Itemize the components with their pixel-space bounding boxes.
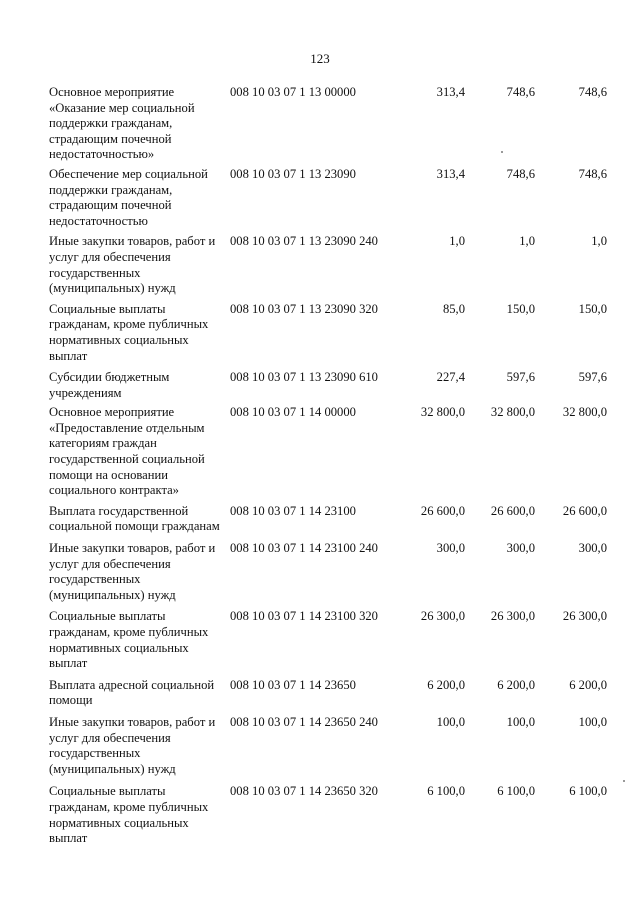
budget-table: [49, 85, 614, 847]
expense-name: Выплата адресной социальной помощи: [49, 677, 215, 708]
budget-code: 008 10 03 07 1 13 00000: [230, 85, 356, 99]
value-year-3: 100,0: [578, 714, 607, 729]
budget-code: 008 10 03 07 1 14 23100 320: [230, 609, 378, 624]
value-year-2: 300,0: [506, 541, 535, 556]
value-year-2: 150,0: [506, 301, 535, 316]
value-year-1: 6 200,0: [427, 677, 465, 692]
value-year-2: 748,6: [506, 166, 535, 181]
table-row: [49, 609, 614, 671]
page-number: 123: [310, 51, 330, 66]
value-year-1: 100,0: [436, 714, 465, 729]
expense-name: Субсидии бюджетным учреждениям: [49, 370, 170, 400]
table-row: [49, 85, 614, 163]
table-row: [49, 715, 614, 777]
value-year-2: 748,6: [506, 85, 535, 99]
value-year-2: 26 300,0: [490, 609, 535, 624]
value-year-1: 227,4: [436, 370, 465, 385]
expense-name: Обеспечение мер социальной поддержки гражданам, страдающим почечной недостаточностью: [49, 166, 208, 228]
value-year-1: 26 600,0: [420, 503, 465, 518]
value-year-3: 6 200,0: [569, 677, 607, 692]
expense-name: Иные закупки товаров, работ и услуг для обеспечения государственных (муниципальных) нужд: [49, 234, 216, 296]
table-row: [49, 370, 614, 401]
table-row: [49, 302, 614, 364]
value-year-1: 6 100,0: [427, 784, 465, 799]
value-year-2: 26 600,0: [490, 503, 535, 518]
expense-name: Социальные выплаты гражданам, кроме публичных нормативных социальных выплат: [49, 301, 209, 363]
expense-name: Иные закупки товаров, работ и услуг для обеспечения государственных (муниципальных) нужд: [49, 714, 216, 776]
table-row: [49, 678, 614, 709]
table-row: [49, 784, 614, 846]
budget-code: 008 10 03 07 1 14 23100: [230, 503, 356, 518]
budget-code: 008 10 03 07 1 14 23650 240: [230, 714, 378, 729]
table-row: [49, 167, 614, 229]
value-year-3: 748,6: [578, 85, 607, 99]
value-year-2: 1,0: [519, 234, 535, 249]
value-year-2: 597,6: [506, 370, 535, 385]
value-year-3: 6 100,0: [569, 784, 607, 799]
budget-code: 008 10 03 07 1 14 23650 320: [230, 784, 378, 799]
value-year-1: 313,4: [436, 85, 465, 99]
value-year-3: 26 300,0: [562, 609, 607, 624]
budget-code: 008 10 03 07 1 13 23090 320: [230, 301, 378, 316]
budget-code: 008 10 03 07 1 14 23650: [230, 677, 356, 692]
budget-code: 008 10 03 07 1 13 23090: [230, 166, 356, 181]
value-year-2: 100,0: [506, 714, 535, 729]
expense-name: Основное мероприятие «Оказание мер социальной поддержки гражданам, страдающим почечной недостаточностью»: [49, 85, 195, 162]
value-year-3: 32 800,0: [562, 405, 607, 420]
budget-code: 008 10 03 07 1 13 23090 240: [230, 234, 378, 249]
value-year-3: 748,6: [578, 166, 607, 181]
table-row: [49, 405, 614, 499]
budget-code: 008 10 03 07 1 14 23100 240: [230, 541, 378, 556]
value-year-2: 6 100,0: [497, 784, 535, 799]
scan-mark: [623, 780, 625, 782]
value-year-1: 313,4: [436, 166, 465, 181]
value-year-2: 6 200,0: [497, 677, 535, 692]
value-year-3: 26 600,0: [562, 503, 607, 518]
value-year-3: 597,6: [578, 370, 607, 385]
expense-name: Социальные выплаты гражданам, кроме публичных нормативных социальных выплат: [49, 784, 209, 846]
value-year-3: 150,0: [578, 301, 607, 316]
budget-code: 008 10 03 07 1 14 00000: [230, 405, 356, 420]
value-year-1: 32 800,0: [420, 405, 465, 420]
table-row: [49, 541, 614, 603]
value-year-2: 32 800,0: [490, 405, 535, 420]
value-year-3: 300,0: [578, 541, 607, 556]
table-row: [49, 234, 614, 296]
table-row: [49, 504, 614, 535]
value-year-1: 85,0: [442, 301, 465, 316]
value-year-1: 1,0: [449, 234, 465, 249]
budget-code: 008 10 03 07 1 13 23090 610: [230, 370, 378, 385]
value-year-1: 26 300,0: [420, 609, 465, 624]
value-year-1: 300,0: [436, 541, 465, 556]
expense-name: Основное мероприятие «Предоставление отдельным категориям граждан государственной социальной помощи на основании социального контракта»: [49, 405, 205, 498]
expense-name: Выплата государственной социальной помощи гражданам: [49, 503, 220, 534]
value-year-3: 1,0: [591, 234, 607, 249]
expense-name: Социальные выплаты гражданам, кроме публичных нормативных социальных выплат: [49, 609, 209, 671]
expense-name: Иные закупки товаров, работ и услуг для обеспечения государственных (муниципальных) нужд: [49, 541, 216, 602]
scan-mark: [501, 151, 503, 153]
